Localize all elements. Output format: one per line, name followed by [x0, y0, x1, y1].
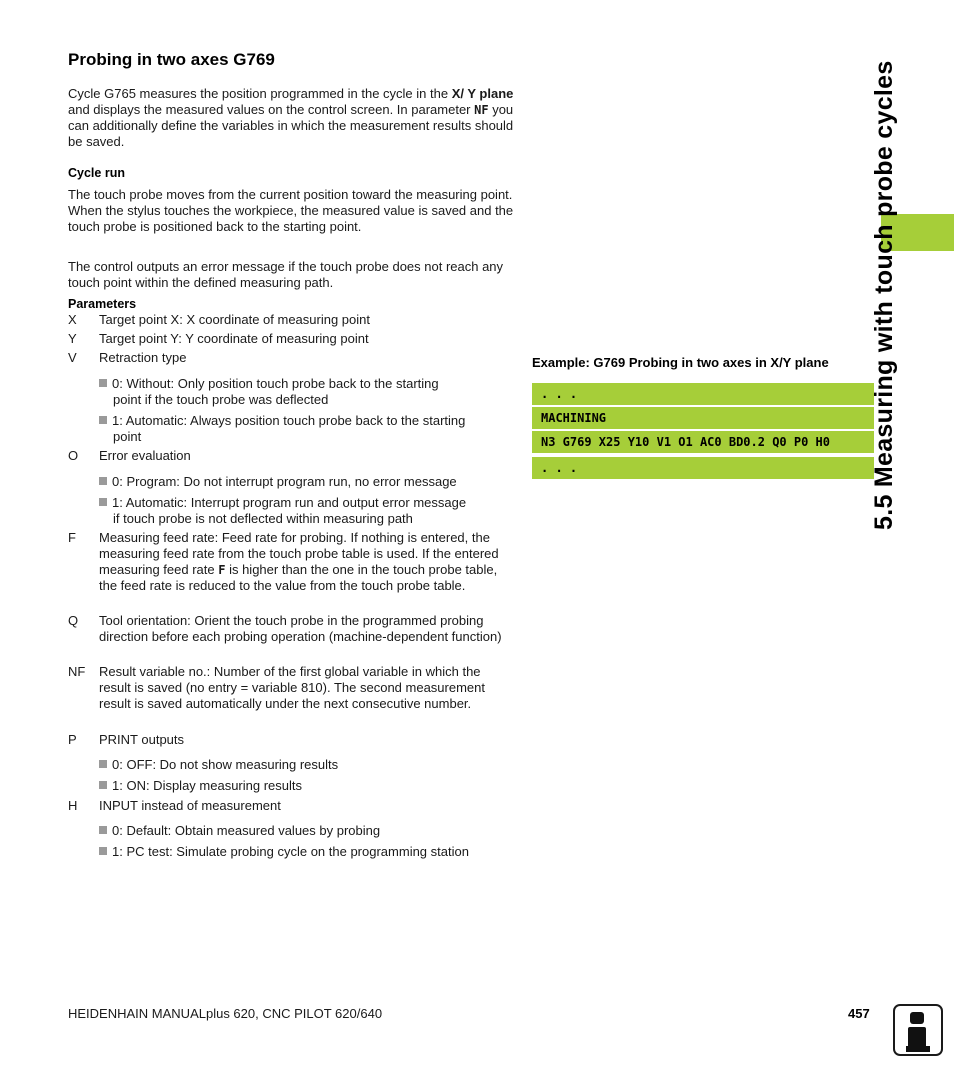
param-p-option-0: 0: OFF: Do not show measuring results: [99, 757, 509, 773]
param-o-option-1: 1: Automatic: Interrupt program run and output error message if touch probe is not deflected within measuring path: [99, 495, 509, 527]
page-number: 457: [848, 1006, 870, 1021]
bullet-square-icon: [99, 379, 107, 387]
intro-text-1: Cycle G765 measures the position programmed in the cycle in the: [68, 86, 452, 101]
param-h-option-1: 1: PC test: Simulate probing cycle on the programming station: [99, 844, 509, 860]
param-desc-y: Target point Y: Y coordinate of measuring point: [99, 331, 369, 346]
intro-mono-nf: NF: [474, 103, 489, 117]
param-desc-x: Target point X: X coordinate of measuring point: [99, 312, 370, 327]
cycle-run-paragraph-1: The touch probe moves from the current position toward the measuring point. When the stylus touches the workpiece, the measured value is saved and the touch probe is positioned back to the starting point.: [68, 187, 514, 234]
param-desc-nf: Result variable no.: Number of the first global variable in which the result is saved (no entry = variable 810). The second measurement result is saved automatically under the next consecutive number.: [99, 664, 485, 711]
info-icon: [893, 1004, 943, 1056]
param-desc-h: INPUT instead of measurement: [99, 798, 281, 813]
example-title: Example: G769 Probing in two axes in X/Y plane: [532, 355, 829, 370]
param-key-p: P: [68, 732, 77, 747]
param-v-option-0: 0: Without: Only position touch probe back to the starting point if the touch probe was deflected: [99, 376, 509, 408]
param-key-q: Q: [68, 613, 79, 628]
bullet-square-icon: [99, 477, 107, 485]
code-line: N3 G769 X25 Y10 V1 O1 AC0 BD0.2 Q0 P0 H0: [532, 431, 874, 453]
param-desc-p: PRINT outputs: [99, 732, 185, 747]
bullet-square-icon: [99, 416, 107, 424]
footer-manual-name: HEIDENHAIN MANUALplus 620, CNC PILOT 620/640: [68, 1006, 383, 1021]
param-key-y: Y: [68, 331, 77, 346]
intro-paragraph: [68, 86, 514, 150]
param-desc-q: Tool orientation: Orient the touch probe in the programmed probing direction before each probing operation (machine-dependent function): [99, 613, 502, 644]
param-o-option-0: 0: Program: Do not interrupt program run, no error message: [99, 474, 509, 490]
param-f-mono: F: [218, 563, 226, 577]
bullet-square-icon: [99, 498, 107, 506]
page-title: Probing in two axes G769: [68, 50, 275, 69]
param-key-x: X: [68, 312, 77, 327]
param-p-option-1: 1: ON: Display measuring results: [99, 778, 509, 794]
param-v-option-1: 1: Automatic: Always position touch probe back to the starting point: [99, 413, 509, 445]
param-key-nf: NF: [68, 664, 86, 679]
bullet-square-icon: [99, 826, 107, 834]
code-line: MACHINING: [532, 407, 874, 429]
code-line: . . .: [532, 383, 874, 405]
bullet-square-icon: [99, 847, 107, 855]
param-key-o: O: [68, 448, 79, 463]
parameters-heading: Parameters: [68, 297, 137, 311]
bullet-square-icon: [99, 781, 107, 789]
param-key-v: V: [68, 350, 77, 365]
param-desc-f: Measuring feed rate: Feed rate for probing. If nothing is entered, the measuring feed rate from the touch probe table is used. If the entered measuring feed rate F is higher than the one in the touch probe table, the feed rate is reduced to the value from the touch probe table.: [99, 530, 499, 593]
param-desc-v: Retraction type: [99, 350, 187, 365]
param-desc-o: Error evaluation: [99, 448, 191, 463]
cycle-run-heading: Cycle run: [68, 166, 125, 180]
cycle-run-paragraph-2: The control outputs an error message if the touch probe does not reach any touch point within the defined measuring path.: [68, 259, 504, 290]
intro-text-2: and displays the measured values on the control screen. In parameter: [68, 102, 475, 117]
param-key-f: F: [68, 530, 76, 545]
intro-text-3: you can additionally define the variables in which the measurement results should be saved.: [68, 102, 514, 149]
side-section-title-text: 5.5 Measuring with touch probe cycles: [870, 60, 898, 530]
intro-bold-plane: X/ Y plane: [451, 86, 514, 101]
param-key-h: H: [68, 798, 78, 813]
code-line: . . .: [532, 457, 874, 479]
param-h-option-0: 0: Default: Obtain measured values by probing: [99, 823, 509, 839]
bullet-square-icon: [99, 760, 107, 768]
